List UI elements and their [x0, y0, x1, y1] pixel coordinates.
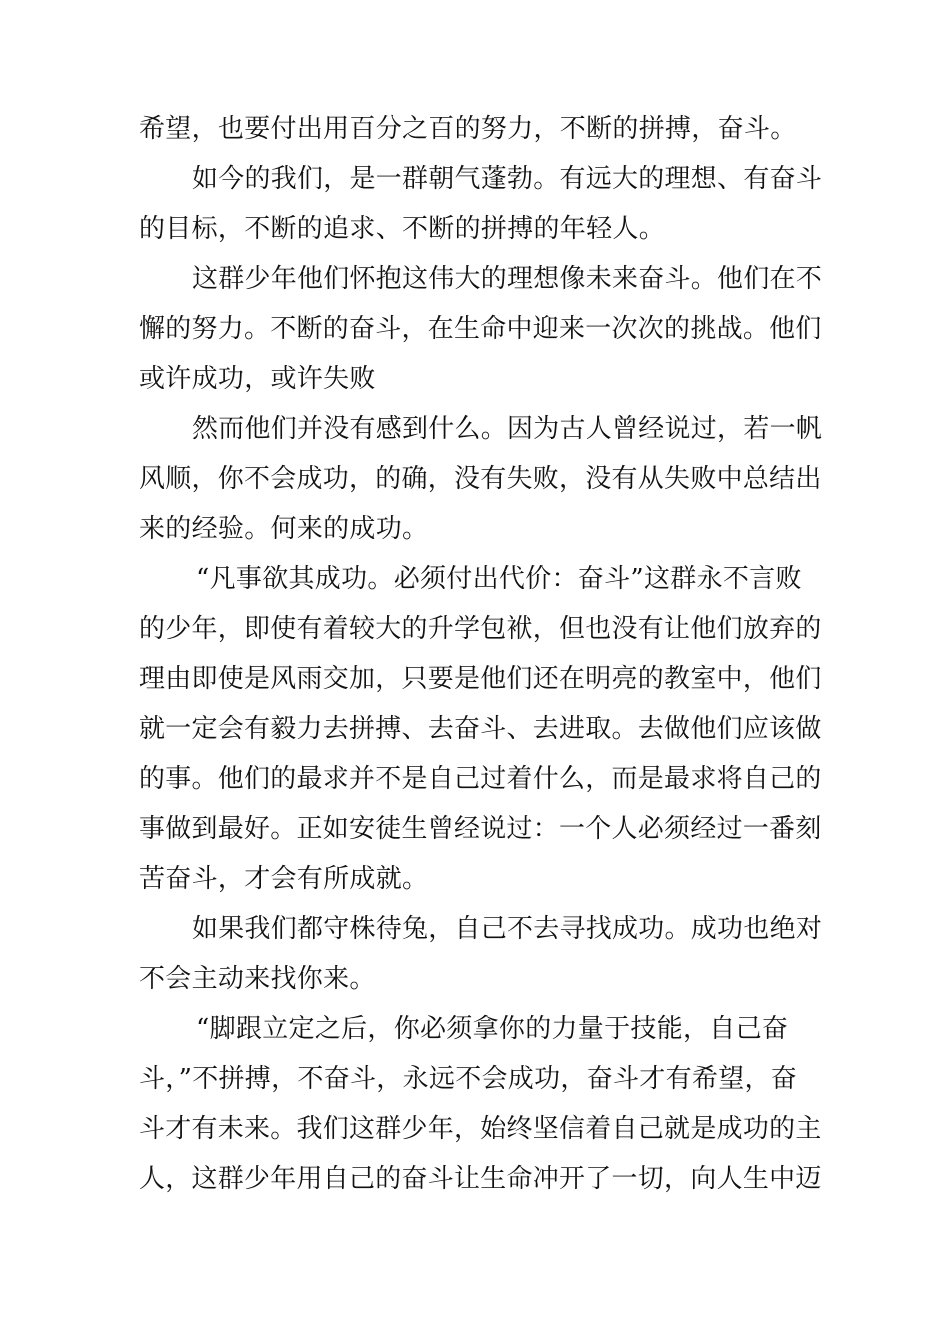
text-line-9: 来的经验。何来的成功。	[139, 514, 429, 544]
text-line-12: 理由即使是风雨交加，只要是他们还在明亮的教室中，他们	[139, 664, 822, 694]
text-line-8: 风顺，你不会成功，的确，没有失败，没有从失败中总结出	[139, 464, 822, 494]
text-line-7: 然而他们并没有感到什么。因为古人曾经说过，若一帆	[192, 414, 823, 444]
text-line-22: 人，这群少年用自己的奋斗让生命冲开了一切，向人生中迈	[139, 1164, 822, 1194]
text-line-11: 的少年，即使有着较大的升学包袱，但也没有让他们放弃的	[139, 614, 822, 644]
text-line-6: 或许成功，或许失败	[139, 364, 376, 394]
text-line-3: 的目标，不断的追求、不断的拼搏的年轻人。	[139, 214, 666, 244]
text-line-1: 希望，也要付出用百分之百的努力，不断的拼搏，奋斗。	[139, 114, 797, 144]
text-line-16: 苦奋斗，才会有所成就。	[139, 864, 429, 894]
text-line-20: 斗，”不拼搏，不奋斗，永远不会成功，奋斗才有希望，奋	[139, 1064, 798, 1094]
text-line-13: 就一定会有毅力去拼搏、去奋斗、去进取。去做他们应该做	[139, 714, 822, 744]
text-line-14: 的事。他们的最求并不是自己过着什么，而是最求将自己的	[139, 764, 822, 794]
text-line-4: 这群少年他们怀抱这伟大的理想像未来奋斗。他们在不	[192, 264, 823, 294]
text-line-17: 如果我们都守株待兔，自己不去寻找成功。成功也绝对	[192, 914, 823, 944]
text-line-21: 斗才有未来。我们这群少年，始终坚信着自己就是成功的主	[139, 1114, 822, 1144]
text-line-10: “凡事欲其成功。必须付出代价：奋斗”这群永不言败	[196, 564, 802, 594]
text-line-2: 如今的我们，是一群朝气蓬勃。有远大的理想、有奋斗	[192, 164, 823, 194]
text-line-5: 懈的努力。不断的奋斗，在生命中迎来一次次的挑战。他们	[139, 314, 822, 344]
text-line-15: 事做到最好。正如安徒生曾经说过：一个人必须经过一番刻	[139, 814, 822, 844]
text-line-18: 不会主动来找你来。	[139, 964, 376, 994]
text-line-19: “脚跟立定之后，你必须拿你的力量于技能，自己奋	[196, 1014, 789, 1044]
